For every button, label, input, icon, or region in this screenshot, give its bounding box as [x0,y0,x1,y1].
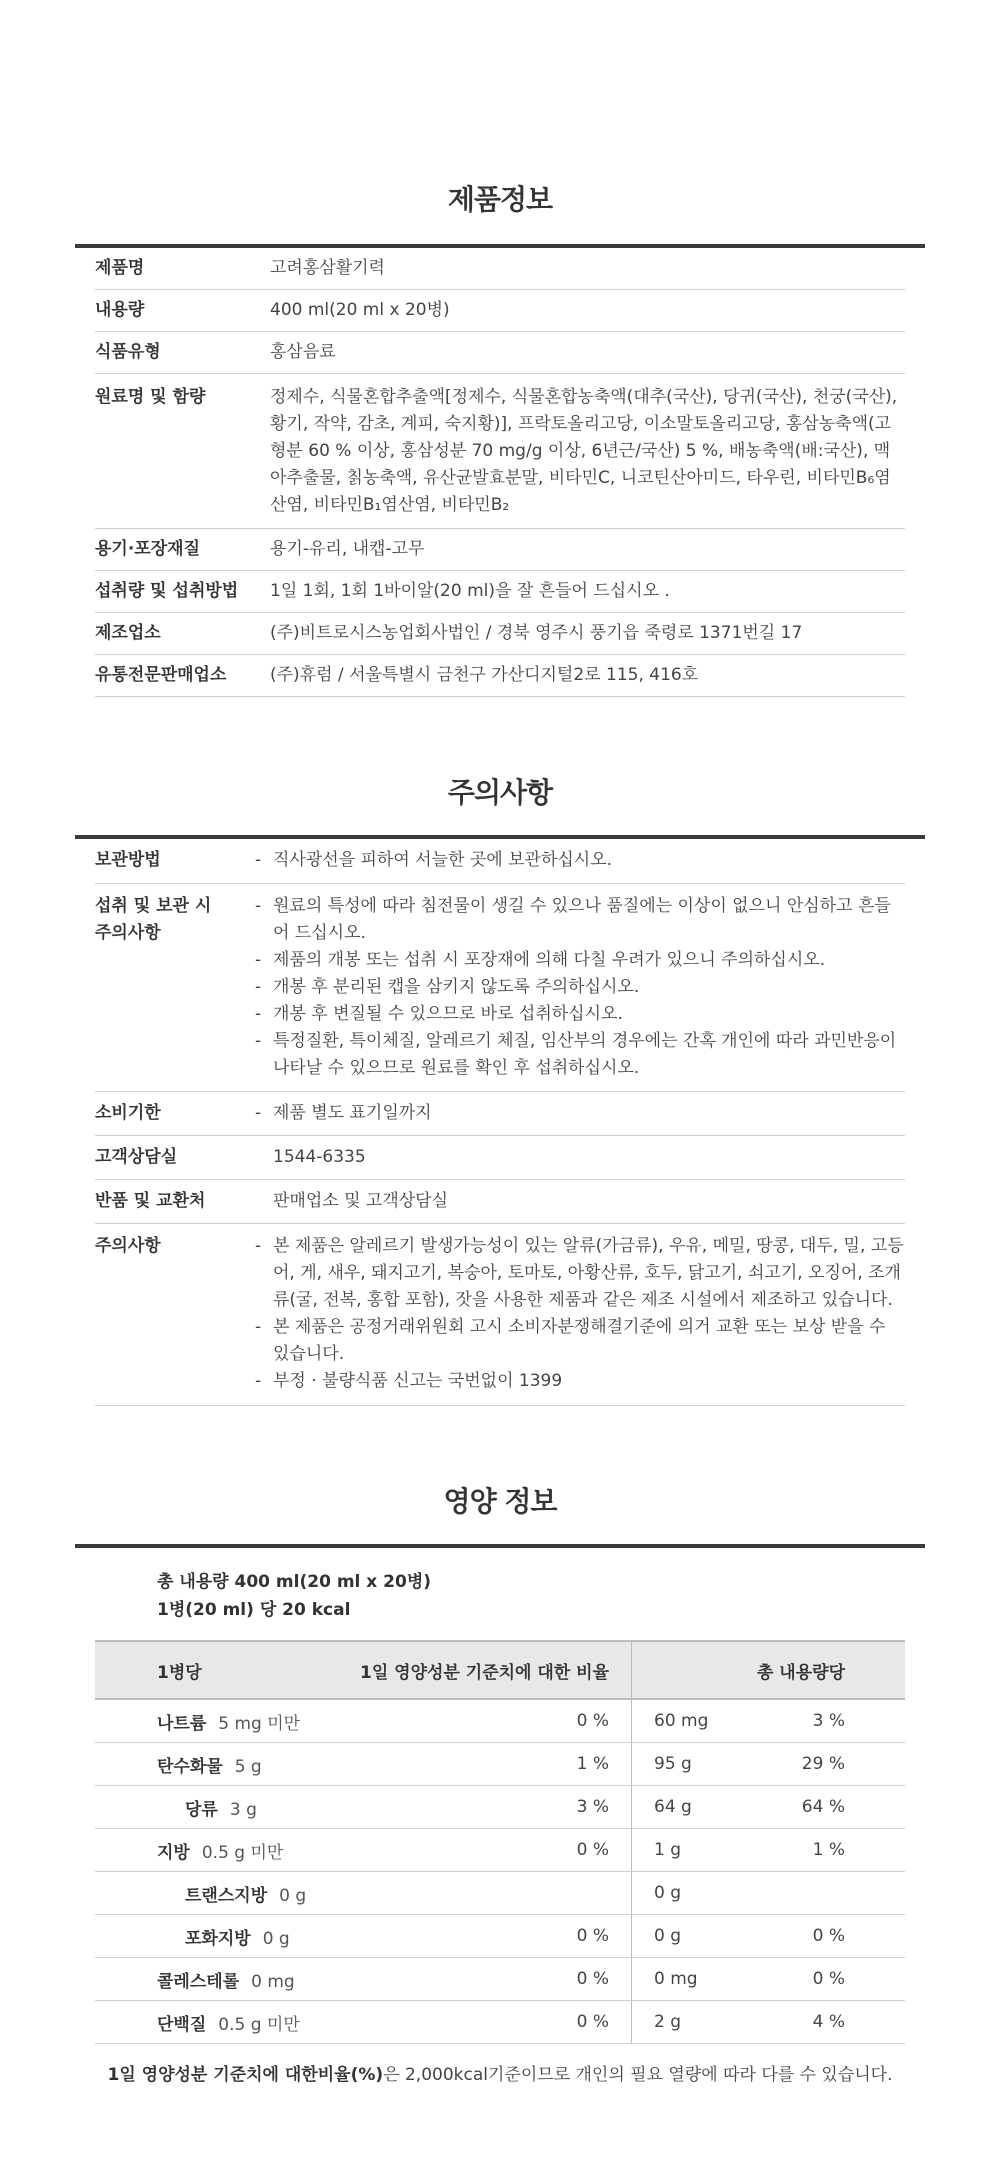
product-info-value: 1일 1회, 1회 1바이알(20 ml)을 잘 흔들어 드십시오 . [270,581,670,601]
nutrition-row [95,1915,905,1958]
nutrient-amount: 5 mg 미만 [218,1713,301,1734]
nutrient-cell [95,1699,348,1743]
product-info-label: 원료명 및 함량 [95,387,206,407]
product-info-value: (주)비트로시스농업회사법인 / 경북 영주시 풍기읍 죽령로 1371번길 17 [270,623,803,643]
nutrient-total-pct: 64 % [765,1786,905,1829]
header-per-bottle: 1병당 [95,1641,348,1699]
nutrient-amount: 5 g [234,1756,262,1777]
nutrient-cell [95,1872,348,1915]
product-info-label: 용기·포장재질 [95,539,200,559]
nutrient-total-amount: 0 g [632,1915,766,1958]
nutrient-cell [95,1915,348,1958]
nutrient-total-pct [765,1872,905,1915]
expiry-label: 소비기한 [95,1103,161,1123]
nutrition-table [95,1640,905,2044]
nutrient-total-pct: 1 % [765,1829,905,1872]
product-info-row [95,613,905,655]
nutrient-daily-pct: 0 % [348,1829,632,1872]
nutrient-amount: 0 g [262,1928,290,1949]
nutrition-body [95,1699,905,2044]
intake-row [95,884,905,1092]
nutrient-total-pct: 0 % [765,1958,905,2001]
intake-label [95,893,255,1082]
nutrient-total-pct: 3 % [765,1699,905,1743]
nutrition-per-serving: 1병(20 ml) 당 20 kcal [157,1600,351,1620]
nutrition-row [95,1872,905,1915]
nutrient-total-amount: 60 mg [632,1699,766,1743]
notes-label: 주의사항 [95,1236,161,1256]
expiry-row [95,1092,905,1136]
intake-value: - 원료의 특성에 따라 침전물이 생길 수 있으나 품질에는 이상이 없으니 안심하고 흔들어 드십시오. - 제품의 개봉 또는 섭취 시 포장재에 의해 다칠 우려가 있으니 주의하십시오. - 개봉 후 분리된 캡을 삼키지 않도록 주의하십시오. - 개봉 후 변질될 수 있으므로 바로 섭취하십시오. - 특정질환, 특이체질, 알레르기 체질, 임산부의 경우에는 간혹 개인에 따라 과민반응이 나타날 수 있으므로 원료를 확인 후 섭취하십시오. [255,893,905,1082]
nutrient-total-amount: 64 g [632,1786,766,1829]
returns-label: 반품 및 교환처 [95,1191,206,1211]
intake-item: 개봉 후 분리된 캡을 삼키지 않도록 주의하십시오. [273,977,640,997]
footnote-bold: 1일 영양성분 기준치에 대한비율(%) [107,2065,384,2085]
storage-row [95,839,905,884]
nutrient-daily-pct: 0 % [348,1699,632,1743]
returns-row [95,1180,905,1224]
product-info-label: 내용량 [95,300,145,320]
product-info-value: 용기-유리, 내캡-고무 [270,539,425,559]
product-info-row [95,529,905,571]
header-daily-ratio: 1일 영양성분 기준치에 대한 비율 [348,1641,632,1699]
nutrition-row [95,1743,905,1786]
storage-value: - 직사광선을 피하여 서늘한 곳에 보관하십시오. [255,847,905,874]
footnote-rest: 은 2,000kcal기준이므로 개인의 필요 열량에 따라 다를 수 있습니다. [383,2065,893,2085]
product-info-value: 고려홍삼활기력 [270,258,385,278]
nutrient-cell [95,2001,348,2044]
nutrition-total: 총 내용량 400 ml(20 ml x 20병) [157,1572,432,1592]
nutrition-row [95,1699,905,1743]
product-info-label: 섭취량 및 섭취방법 [95,581,239,601]
nutrition-title: 영양 정보 [443,1485,557,1518]
product-info-row [95,374,905,529]
expiry-item: 제품 별도 표기일까지 [273,1103,432,1123]
notes-item: 부정 · 불량식품 신고는 국번없이 1399 [273,1371,563,1391]
returns-value: 판매업소 및 고객상담실 [273,1191,449,1211]
product-info-label: 식품유형 [95,342,161,362]
nutrient-total-pct: 4 % [765,2001,905,2044]
product-info-title: 제품정보 [447,183,553,216]
nutrient-amount: 0 mg [251,1971,295,1992]
nutrient-amount: 0.5 g 미만 [218,2014,300,2035]
nutrient-total-amount: 0 g [632,1872,766,1915]
nutrient-name: 트랜스지방 [185,1885,268,1906]
product-info-value: (주)휴럼 / 서울특별시 금천구 가산디지털2로 115, 416호 [270,665,699,685]
nutrient-amount: 3 g [229,1799,257,1820]
storage-item: 직사광선을 피하여 서늘한 곳에 보관하십시오. [273,850,613,870]
nutrient-name: 단백질 [157,2014,207,2035]
intake-item: 개봉 후 변질될 수 있으므로 바로 섭취하십시오. [273,1004,623,1024]
expiry-value: - 제품 별도 표기일까지 [255,1100,905,1127]
nutrient-name: 탄수화물 [157,1756,223,1777]
intake-item: 원료의 특성에 따라 침전물이 생길 수 있으나 품질에는 이상이 없으니 안심하고 흔들어 드십시오. [273,896,891,943]
storage-label: 보관방법 [95,850,161,870]
caution-title: 주의사항 [447,776,553,809]
nutrient-total-pct: 29 % [765,1743,905,1786]
nutrient-name: 당류 [185,1799,218,1820]
intake-label-line1: 섭취 및 보관 시 [95,896,212,916]
intake-item: 특정질환, 특이체질, 알레르기 체질, 임산부의 경우에는 간혹 개인에 따라 과민반응이 나타날 수 있으므로 원료를 확인 후 섭취하십시오. [273,1031,897,1078]
nutrient-daily-pct: 0 % [348,1915,632,1958]
notes-row [95,1224,905,1406]
product-info-row [95,248,905,290]
notes-item: 본 제품은 알레르기 발생가능성이 있는 알류(가금류), 우유, 메밀, 땅콩, 대두, 밀, 고등어, 게, 새우, 돼지고기, 복숭아, 토마토, 아황산류, 호두, 닭고기, 쇠고기, 오징어, 조개류(굴, 전복, 홍합 포함), 잣을 사용한 제품과 같은 제조 시설에서 제조하고 있습니다. [273,1236,904,1310]
nutrition-header-row [95,1641,905,1699]
nutrient-total-amount: 1 g [632,1829,766,1872]
intake-label-line2: 주의사항 [95,923,161,943]
product-info-label: 제조업소 [95,623,161,643]
header-total: 총 내용량당 [632,1641,906,1699]
nutrient-name: 콜레스테롤 [157,1971,240,1992]
notes-value: - 본 제품은 알레르기 발생가능성이 있는 알류(가금류), 우유, 메밀, 땅콩, 대두, 밀, 고등어, 게, 새우, 돼지고기, 복숭아, 토마토, 아황산류, 호두, 닭고기, 쇠고기, 오징어, 조개류(굴, 전복, 홍합 포함), 잣을 사용한 제품과 같은 제조 시설에서 제조하고 있습니다. - 본 제품은 공정거래위원회 고시 소비자분쟁해결기준에 의거 교환 또는 보상 받을 수 있습니다. - 부정 · 불량식품 신고는 국번없이 1399 [255,1233,905,1395]
service-value: 1544-6335 [273,1147,366,1167]
nutrient-cell [95,1786,348,1829]
product-info-value: 400 ml(20 ml x 20병) [270,300,450,320]
nutrition-footnote [0,2060,1000,2085]
notes-item: 본 제품은 공정거래위원회 고시 소비자분쟁해결기준에 의거 교환 또는 보상 받을 수 있습니다. [273,1317,886,1364]
product-info-row [95,290,905,332]
nutrient-amount: 0.5 g 미만 [201,1842,284,1863]
nutrient-total-amount: 2 g [632,2001,766,2044]
nutrient-daily-pct: 3 % [348,1786,632,1829]
service-label: 고객상담실 [95,1147,178,1167]
nutrient-total-pct: 0 % [765,1915,905,1958]
nutrient-cell [95,1958,348,2001]
nutrient-total-amount: 0 mg [632,1958,766,2001]
product-info-table [95,248,905,697]
nutrient-total-amount: 95 g [632,1743,766,1786]
nutrient-name: 나트륨 [157,1713,207,1734]
nutrient-daily-pct: 0 % [348,2001,632,2044]
nutrient-cell [95,1829,348,1872]
product-info-value: 정제수, 식물혼합추출액[정제수, 식물혼합농축액(대추(국산), 당귀(국산), 천궁(국산), 황기, 작약, 감초, 계피, 숙지황)], 프락토올리고당, 이소말토올리고당, 홍삼농축액(고형분 60 % 이상, 홍삼성분 70 mg/g 이상, 6년근/국산) 5 %, 배농축액(배:국산), 맥아추출물, 칡농축액, 유산균발효분말, 비타민C, 니코틴산아미드, 타우린, 비타민B₆염산염, 비타민B₁염산염, 비타민B₂ [270,387,898,515]
nutrient-name: 지방 [157,1842,190,1863]
nutrient-daily-pct [348,1872,632,1915]
nutrition-row [95,1786,905,1829]
nutrient-name: 포화지방 [185,1928,251,1949]
product-info-row [95,655,905,697]
product-info-row [95,332,905,374]
nutrition-row [95,1829,905,1872]
product-info-row [95,571,905,613]
nutrient-cell [95,1743,348,1786]
nutrient-daily-pct: 1 % [348,1743,632,1786]
nutrition-row [95,2001,905,2044]
nutrient-daily-pct: 0 % [348,1958,632,2001]
service-row [95,1136,905,1180]
product-info-label: 제품명 [95,258,145,278]
product-info-value: 홍삼음료 [270,342,336,362]
nutrition-row [95,1958,905,2001]
intake-item: 제품의 개봉 또는 섭취 시 포장재에 의해 다칠 우려가 있으니 주의하십시오. [273,950,826,970]
product-info-label: 유통전문판매업소 [95,665,227,685]
nutrient-amount: 0 g [279,1885,307,1906]
caution-table [95,839,905,1406]
